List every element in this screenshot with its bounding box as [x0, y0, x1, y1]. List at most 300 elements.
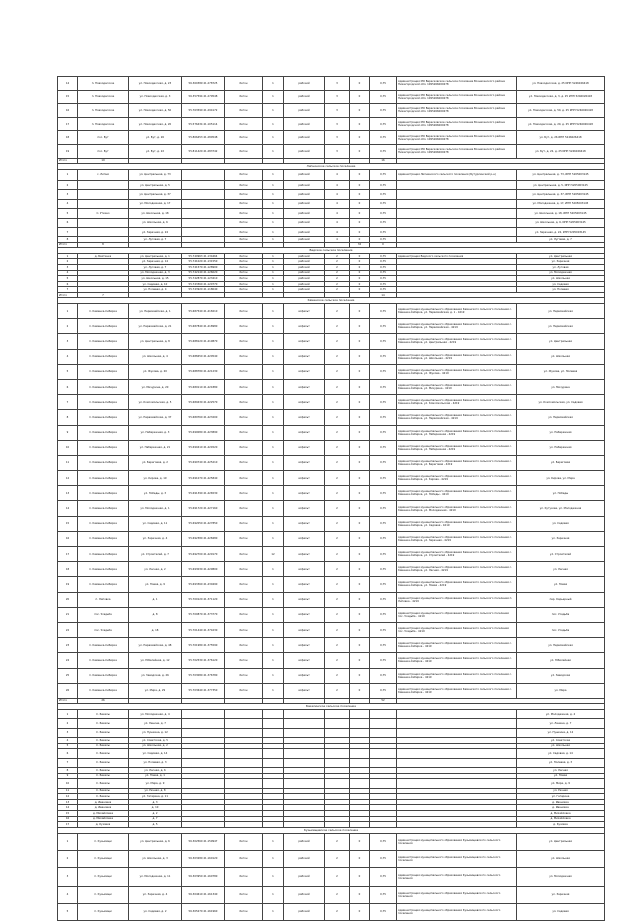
- cell-capacity: 0,75: [370, 253, 397, 259]
- cell-status: [284, 709, 325, 718]
- cell-surface: бетон: [225, 227, 263, 236]
- cell-served-area: ул. Кутузова, ул. Молодежная: [517, 501, 605, 516]
- cell-capacity: 0,75: [370, 850, 397, 867]
- cell-capacity: 0,75: [370, 209, 397, 218]
- cell-count: 2: [325, 668, 350, 683]
- cell-surface: [225, 758, 263, 767]
- cell-address: д. 18: [129, 622, 182, 637]
- cell-settlement: д. Михайловка: [78, 816, 129, 822]
- cell-settlement: п. Каменка-Сибирка: [78, 653, 129, 668]
- cell-address: ул. Молодежная, д. 3: [129, 270, 182, 276]
- cell-surface: бетон: [225, 169, 263, 180]
- cell-settlement: д. Ивановка: [78, 805, 129, 811]
- cell-count: 2: [325, 379, 350, 394]
- cell-volume: 0: [350, 395, 370, 410]
- cell-settlement: п. Каменка-Сибирка: [78, 379, 129, 394]
- cell-volume: 0: [350, 471, 370, 486]
- cell-status: асфальт: [284, 668, 325, 683]
- cell-served-area: ул. Победы: [517, 486, 605, 501]
- cell-owner: Администрация муниципального образования Каменского сельского поселения с. Каменка-Сибирка, ул. Первомайская - 4219: [397, 319, 517, 334]
- cell-status: асфальт: [284, 577, 325, 592]
- cell-volume: 0: [350, 180, 370, 189]
- cell-served-area: ул. Садовая, д. 14: [517, 749, 605, 758]
- cell-surface: бетон: [225, 180, 263, 189]
- cell-owner: [397, 779, 517, 788]
- cell-address: ул. Речная, д. 8: [129, 788, 182, 794]
- cell-volume: 0: [350, 592, 370, 607]
- cell-served-area: ул. Заречная: [517, 886, 605, 903]
- table-row: [58, 440, 605, 455]
- cell-address: д. 5: [129, 822, 182, 828]
- total-cell: 14: [370, 293, 397, 298]
- cell-settlement: п. Каменка-Сибирка: [78, 349, 129, 364]
- cell-num: 5: [58, 743, 78, 749]
- cell-address: ул. Пушкина, д. 12: [129, 728, 182, 737]
- cell-volume: 0: [350, 531, 370, 546]
- cell-containers: [263, 709, 284, 718]
- cell-served-area: ул. Молодежная: [517, 867, 605, 886]
- cell-num: 4: [58, 199, 78, 208]
- cell-containers: 1: [263, 867, 284, 886]
- cell-count: [325, 719, 350, 728]
- cell-coordinates: 55.703640 41.377350: [182, 683, 225, 698]
- cell-volume: 0: [350, 270, 370, 276]
- cell-settlement: д. Бахтинка: [78, 253, 129, 259]
- cell-settlement: п. Кузьмищи: [78, 850, 129, 867]
- cell-served-area: ул. Кирова, ул. Мира: [517, 471, 605, 486]
- cell-count: 2: [325, 395, 350, 410]
- cell-num: 14: [58, 77, 78, 91]
- cell-num: 13: [58, 486, 78, 501]
- cell-owner: Администрация муниципального образования Каменского сельского поселения с. Каменка-Сибирка, ул. Первомайская, д. 1 - 4219: [397, 304, 517, 319]
- cell-served-area: ул. Заречная: [517, 531, 605, 546]
- cell-coordinates: 56.305270 41.161960: [182, 903, 225, 920]
- cell-num: 4: [58, 349, 78, 364]
- cell-coordinates: 55.687540 41.418210: [182, 304, 225, 319]
- cell-count: 4: [325, 190, 350, 199]
- section-title: Липнинское сельское поселение: [58, 163, 605, 169]
- cell-address: ул. Садовая, д. 10: [129, 281, 182, 287]
- cell-volume: 0: [350, 131, 370, 145]
- total-label: Итого: [58, 242, 78, 247]
- cell-served-area: ул. Садовая: [517, 516, 605, 531]
- cell-coordinates: 55.690080 41.423890: [182, 425, 225, 440]
- table-row: [58, 319, 605, 334]
- cell-settlement: [78, 180, 129, 189]
- cell-settlement: п. Каменка-Сибирка: [78, 501, 129, 516]
- cell-status: рабочий: [284, 190, 325, 199]
- cell-settlement: п. Каменка-Сибирка: [78, 364, 129, 379]
- cell-served-area: ул. Молодежная: [517, 270, 605, 276]
- cell-coordinates: 55.703080 41.376780: [182, 668, 225, 683]
- cell-volume: [350, 709, 370, 718]
- cell-num: 26: [58, 683, 78, 698]
- cell-owner: Администрация муниципального образования Каменского сельского поселения с. Каменка-Сибирка - 4219: [397, 683, 517, 698]
- cell-surface: бетон: [225, 199, 263, 208]
- cell-capacity: 0,75: [370, 304, 397, 319]
- cell-served-area: ул. Заводская: [517, 668, 605, 683]
- cell-containers: 1: [263, 144, 284, 158]
- cell-num: 15: [58, 516, 78, 531]
- cell-coordinates: 55.689110 41.421880: [182, 379, 225, 394]
- cell-count: 2: [325, 622, 350, 637]
- cell-containers: 1: [263, 471, 284, 486]
- cell-surface: [225, 728, 263, 737]
- cell-served-area: д. Ивановка: [517, 805, 605, 811]
- cell-address: ул. Школьная, д. 15: [129, 276, 182, 282]
- cell-containers: 1: [263, 607, 284, 622]
- cell-address: ул. Заречная, д. 4: [129, 531, 182, 546]
- cell-owner: Администрация муниципального образования Кузьмищевского сельского поселения: [397, 867, 517, 886]
- cell-status: асфальт: [284, 562, 325, 577]
- cell-served-area: ул. Лесная: [517, 768, 605, 774]
- cell-surface: [225, 779, 263, 788]
- cell-surface: бетон: [225, 547, 263, 562]
- cell-surface: бетон: [225, 622, 263, 637]
- cell-status: асфальт: [284, 592, 325, 607]
- cell-containers: 1: [263, 104, 284, 118]
- cell-status: асфальт: [284, 455, 325, 470]
- cell-status: рабочий: [284, 281, 325, 287]
- cell-surface: бетон: [225, 253, 263, 259]
- cell-owner: Администрация муниципального образования Каменского сельского поселения с. Каменка-Сибирка - 4219: [397, 638, 517, 653]
- cell-address: ул. Жукова, д. 20: [129, 364, 182, 379]
- cell-capacity: 0,75: [370, 867, 397, 886]
- table-row: [58, 410, 605, 425]
- cell-status: асфальт: [284, 486, 325, 501]
- cell-status: рабочий: [284, 227, 325, 236]
- cell-status: асфальт: [284, 547, 325, 562]
- cell-count: 2: [325, 334, 350, 349]
- cell-coordinates: 55.689760 41.423200: [182, 410, 225, 425]
- cell-address: ул. Мира, д. 9: [129, 779, 182, 788]
- cell-surface: бетон: [225, 886, 263, 903]
- cell-num: 23: [58, 638, 78, 653]
- cell-containers: 1: [263, 270, 284, 276]
- cell-containers: [263, 719, 284, 728]
- cell-owner: Администрация муниципального образования Кузьмищевского сельского поселения: [397, 850, 517, 867]
- cell-status: асфальт: [284, 410, 325, 425]
- total-label: Итого: [58, 293, 78, 298]
- table-row: [58, 758, 605, 767]
- cell-num: 3: [58, 334, 78, 349]
- cell-settlement: п. Каменка-Сибирка: [78, 395, 129, 410]
- cell-status: асфальт: [284, 638, 325, 653]
- cell-settlement: С. Бакалы: [78, 779, 129, 788]
- cell-volume: [350, 728, 370, 737]
- section-title: Бакалинское сельское поселение: [58, 704, 605, 710]
- cell-owner: Администрация муниципального образования Каменского сельского поселения с. Каменка-Сибирка, ул. Лесная - 4219: [397, 562, 517, 577]
- cell-address: ул. Ленина, д. 7: [129, 719, 182, 728]
- cell-containers: 1: [263, 622, 284, 637]
- cell-served-area: ул. Юбилейная: [517, 653, 605, 668]
- cell-surface: бетон: [225, 516, 263, 531]
- table-row: [58, 886, 605, 903]
- cell-address: ул. Новоодесская, д. 50: [129, 104, 182, 118]
- cell-status: асфальт: [284, 653, 325, 668]
- cell-status: рабочий: [284, 867, 325, 886]
- cell-capacity: 0,75: [370, 471, 397, 486]
- cell-capacity: 0,75: [370, 410, 397, 425]
- cell-served-area: ул. Мира, д. 9: [517, 779, 605, 788]
- cell-settlement: п. Каменка-Сибирка: [78, 425, 129, 440]
- cell-served-area: ул. Лесная: [517, 562, 605, 577]
- cell-num: 3: [58, 190, 78, 199]
- cell-volume: 0: [350, 379, 370, 394]
- cell-containers: 1: [263, 117, 284, 131]
- cell-owner: Администрация муниципального образования Каменского сельского поселения с. Каменка-Сибирка, ул. Первомайская - 4219: [397, 410, 517, 425]
- cell-status: рабочий: [284, 180, 325, 189]
- cell-coordinates: 55.741570 41.128900: [182, 265, 225, 271]
- cell-address: д. 8: [129, 607, 182, 622]
- cell-num: 4: [58, 270, 78, 276]
- cell-settlement: пос. Бут: [78, 131, 129, 145]
- cell-count: 2: [325, 886, 350, 903]
- cell-address: ул. Набережная, д. 21: [129, 440, 182, 455]
- cell-surface: бетон: [225, 410, 263, 425]
- cell-surface: бетон: [225, 577, 263, 592]
- cell-settlement: п. Каменка-Сибирка: [78, 334, 129, 349]
- cell-surface: бетон: [225, 607, 263, 622]
- cell-capacity: [370, 758, 397, 767]
- cell-owner: Администрация МО Вересковское сельское поселение Вознесенского района Нижегородской обл. 1095266000278: [397, 104, 517, 118]
- cell-containers: 12: [263, 547, 284, 562]
- cell-coordinates: [182, 758, 225, 767]
- cell-capacity: 0,75: [370, 281, 397, 287]
- cell-capacity: 0,75: [370, 334, 397, 349]
- cell-status: рабочий: [284, 850, 325, 867]
- cell-num: 14: [58, 805, 78, 811]
- cell-volume: 0: [350, 144, 370, 158]
- cell-containers: 1: [263, 253, 284, 259]
- cell-settlement: С. Уткино: [78, 209, 129, 218]
- cell-surface: бетон: [225, 668, 263, 683]
- cell-owner: Администрация муниципального образования Каменского сельского поселения с. Каменка-Сибирка - 4219: [397, 668, 517, 683]
- cell-containers: 1: [263, 237, 284, 243]
- cell-surface: бетон: [225, 440, 263, 455]
- cell-count: 3: [325, 104, 350, 118]
- cell-capacity: 0,75: [370, 486, 397, 501]
- cell-count: 2: [325, 471, 350, 486]
- cell-capacity: [370, 728, 397, 737]
- cell-status: асфальт: [284, 471, 325, 486]
- cell-served-area: ул. Школьная: [517, 349, 605, 364]
- table-row: [58, 455, 605, 470]
- cell-num: 10: [58, 779, 78, 788]
- cell-owner: Администрация муниципального образования Каменского сельского поселения пос. Усадьба - 4219: [397, 607, 517, 622]
- cell-settlement: пос. Усадьба: [78, 607, 129, 622]
- cell-count: 2: [325, 455, 350, 470]
- cell-num: 1: [58, 253, 78, 259]
- cell-containers: 1: [263, 259, 284, 265]
- cell-surface: бетон: [225, 190, 263, 199]
- cell-owner: Администрация муниципального образования Кузьмищевского сельского поселения: [397, 903, 517, 920]
- cell-volume: 0: [350, 440, 370, 455]
- cell-served-area: ул. Школьная: [517, 850, 605, 867]
- cell-address: ул. Строителей, д. 7: [129, 547, 182, 562]
- cell-count: [325, 728, 350, 737]
- cell-capacity: 0,75: [370, 218, 397, 227]
- cell-address: ул. Полевая, д. 3: [129, 758, 182, 767]
- cell-containers: 1: [263, 501, 284, 516]
- cell-served-area: ул. Набережная: [517, 425, 605, 440]
- cell-served-area: ул. Набережная: [517, 440, 605, 455]
- cell-status: асфальт: [284, 379, 325, 394]
- cell-status: рабочий: [284, 104, 325, 118]
- total-cell: 32: [350, 242, 370, 247]
- table-row: [58, 719, 605, 728]
- cell-surface: [225, 709, 263, 718]
- cell-containers: 1: [263, 486, 284, 501]
- cell-capacity: [370, 709, 397, 718]
- cell-address: ул. Школьная, д. 3: [129, 850, 182, 867]
- cell-settlement: п. Каменка-Сибирка: [78, 455, 129, 470]
- cell-address: ул. Победы, д. 3: [129, 486, 182, 501]
- cell-status: асфальт: [284, 395, 325, 410]
- cell-containers: 1: [263, 833, 284, 850]
- cell-volume: 0: [350, 562, 370, 577]
- section-title: Кузьмищевское сельское поселение: [58, 827, 605, 833]
- table-row: [58, 867, 605, 886]
- cell-volume: 0: [350, 903, 370, 920]
- cell-count: 3: [325, 90, 350, 104]
- cell-served-area: ул. Молодежная, д. 17, ИНН 5205003145: [517, 199, 605, 208]
- cell-num: 6: [58, 749, 78, 758]
- cell-served-area: ул. Новоодесская, д. 20, д. 25 ИНН 5246026418: [517, 117, 605, 131]
- cell-served-area: ул. Первомайская: [517, 410, 605, 425]
- cell-address: ул. Новая, д. 1: [129, 773, 182, 779]
- cell-volume: 0: [350, 349, 370, 364]
- cell-num: 19: [58, 144, 78, 158]
- cell-address: ул. Центральная, д. 1: [129, 253, 182, 259]
- cell-status: рабочий: [284, 117, 325, 131]
- cell-settlement: п. Новоодесское: [78, 104, 129, 118]
- cell-owner: [397, 709, 517, 718]
- cell-owner: Администрация муниципального образования Каменского сельского поселения с. Каменка-Сибирка, ул. Жукова - 4219: [397, 364, 517, 379]
- cell-volume: 0: [350, 455, 370, 470]
- cell-containers: 1: [263, 410, 284, 425]
- cell-coordinates: 55.742870 41.123410: [182, 276, 225, 282]
- cell-settlement: д. Кузовка: [78, 822, 129, 828]
- cell-owner: [397, 749, 517, 758]
- cell-volume: [350, 779, 370, 788]
- cell-served-area: ул. Заречная, д. 24, ИНН 5205003145: [517, 227, 605, 236]
- cell-coordinates: 56.303280 41.160120: [182, 850, 225, 867]
- cell-volume: 0: [350, 117, 370, 131]
- cell-count: 3: [325, 77, 350, 91]
- cell-owner: Администрация муниципального образования Кузьмищевского сельского поселения: [397, 833, 517, 850]
- table-row: [58, 531, 605, 546]
- cell-address: ул. Первомайская, д. 37: [129, 410, 182, 425]
- cell-settlement: п. Липовка: [78, 592, 129, 607]
- cell-surface: бетон: [225, 455, 263, 470]
- cell-settlement: п. Каменка-Сибирка: [78, 516, 129, 531]
- table-row: [58, 90, 605, 104]
- cell-surface: бетон: [225, 209, 263, 218]
- cell-settlement: С. Бакалы: [78, 758, 129, 767]
- total-cell: 8: [78, 242, 129, 247]
- cell-containers: 1: [263, 592, 284, 607]
- cell-capacity: 0,75: [370, 440, 397, 455]
- cell-volume: 0: [350, 867, 370, 886]
- table-row: [58, 131, 605, 145]
- cell-count: 2: [325, 281, 350, 287]
- cell-served-area: ул. Ленина, д. 7: [517, 719, 605, 728]
- cell-coordinates: [182, 709, 225, 718]
- cell-owner: Администрация муниципального образования Каменского сельского поселения с. Каменка-Сибирка, ул. Центральная - 4219: [397, 334, 517, 349]
- cell-surface: бетон: [225, 425, 263, 440]
- cell-address: ул. Школьная, д. 4: [129, 349, 182, 364]
- cell-volume: 0: [350, 209, 370, 218]
- cell-owner: Администрация муниципального образования Каменского сельского поселения с. Каменка-Сибирка, ул. Комсомольская - 4219: [397, 395, 517, 410]
- cell-surface: бетон: [225, 486, 263, 501]
- cell-count: 2: [325, 850, 350, 867]
- table-row: [58, 104, 605, 118]
- cell-address: ул. Центральная, д. 5: [129, 180, 182, 189]
- cell-coordinates: 55.740963 41.134464: [182, 253, 225, 259]
- cell-containers: 1: [263, 287, 284, 293]
- cell-owner: Администрация муниципального образования Каменского сельского поселения п. Липовка - 4219: [397, 592, 517, 607]
- cell-capacity: [370, 749, 397, 758]
- cell-num: 8: [58, 410, 78, 425]
- cell-volume: 0: [350, 668, 370, 683]
- register-body: [58, 77, 605, 921]
- cell-owner: Администрация муниципального образования Каменского сельского поселения с. Каменка-Сибирка, ул. Кирова - 4219: [397, 471, 517, 486]
- cell-count: 2: [325, 349, 350, 364]
- cell-status: рабочий: [284, 237, 325, 243]
- cell-containers: 1: [263, 169, 284, 180]
- cell-settlement: п. Новоодесское: [78, 90, 129, 104]
- cell-containers: 1: [263, 131, 284, 145]
- cell-address: ул. Мичурина, д. 20: [129, 379, 182, 394]
- cell-containers: 1: [263, 425, 284, 440]
- cell-containers: [263, 779, 284, 788]
- cell-surface: бетон: [225, 471, 263, 486]
- cell-count: 4: [325, 218, 350, 227]
- cell-count: 2: [325, 486, 350, 501]
- cell-volume: 0: [350, 425, 370, 440]
- cell-containers: [263, 749, 284, 758]
- cell-coordinates: 55.687840 41.418980: [182, 319, 225, 334]
- cell-status: рабочий: [284, 169, 325, 180]
- cell-num: 5: [58, 364, 78, 379]
- cell-containers: 1: [263, 455, 284, 470]
- cell-served-area: ул. Строителей: [517, 547, 605, 562]
- cell-capacity: 0,75: [370, 833, 397, 850]
- cell-address: ул. Школьная, д. 2: [129, 743, 182, 749]
- cell-containers: 1: [263, 227, 284, 236]
- table-row: [58, 304, 605, 319]
- cell-address: ул. Садовая, д. 2: [129, 903, 182, 920]
- cell-capacity: 0,75: [370, 349, 397, 364]
- cell-coordinates: 55.700870 41.373770: [182, 607, 225, 622]
- cell-served-area: ул. Новоодесская, д. 50, д. 25 ИНН 5246026418: [517, 104, 605, 118]
- register-sheet: [57, 76, 593, 921]
- cell-served-area: ул. Садовая: [517, 903, 605, 920]
- cell-settlement: С. Бакалы: [78, 749, 129, 758]
- cell-capacity: 0,75: [370, 886, 397, 903]
- cell-num: 2: [58, 259, 78, 265]
- cell-capacity: 0,75: [370, 117, 397, 131]
- cell-containers: 1: [263, 90, 284, 104]
- cell-num: 1: [58, 169, 78, 180]
- cell-capacity: 0,75: [370, 131, 397, 145]
- cell-coordinates: [182, 227, 225, 236]
- cell-settlement: С. Бакалы: [78, 768, 129, 774]
- cell-address: ул. Центральная, д. 6: [129, 833, 182, 850]
- cell-coordinates: 55.702530 41.376120: [182, 653, 225, 668]
- cell-coordinates: 56.302560 41.159947: [182, 833, 225, 850]
